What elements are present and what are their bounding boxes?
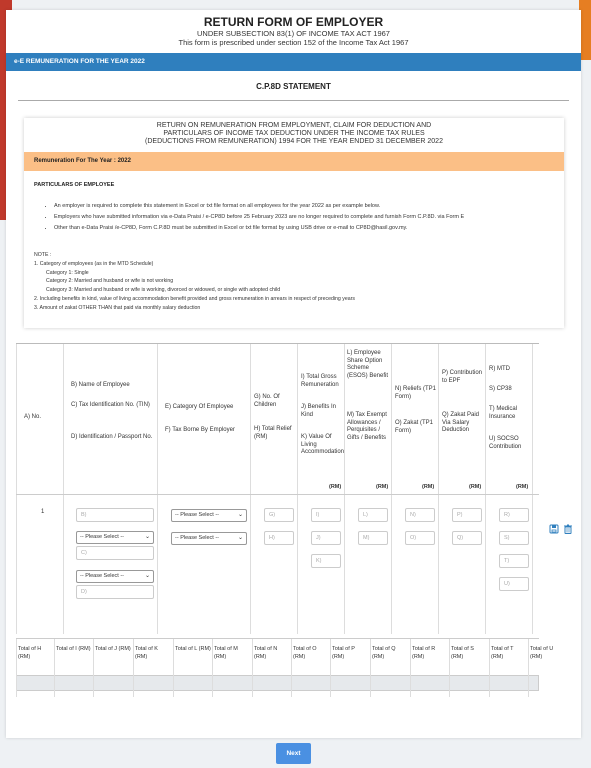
- col-header-u: U) SOCSO Contribution: [489, 436, 522, 450]
- next-button[interactable]: Next: [276, 743, 311, 764]
- totals-col-divider: [291, 639, 292, 697]
- living-accommodation-input[interactable]: K): [311, 554, 341, 568]
- totals-header: Total of I (RM): [56, 646, 91, 652]
- col-header-l: L) Employee Share Option Scheme (ESOS) Benefit: [347, 350, 389, 379]
- totals-header: Total of U (RM): [530, 646, 554, 660]
- trash-icon-svg: [563, 524, 573, 534]
- totals-col-divider: [93, 639, 94, 697]
- notes-block: [34, 251, 355, 313]
- cp38-input[interactable]: S): [499, 531, 529, 545]
- statement-title: C.P.8D STATEMENT: [256, 82, 331, 91]
- totals-header: Total of P (RM): [332, 646, 355, 660]
- table-col-divider: [250, 344, 251, 634]
- form-header: [6, 10, 581, 53]
- table-col-divider: [391, 344, 392, 634]
- benefits-in-kind-input[interactable]: J): [311, 531, 341, 545]
- epf-input[interactable]: P): [452, 508, 482, 522]
- col-header-n: N) Reliefs (TP1 Form): [395, 386, 437, 400]
- note-line: Category 1: Single: [46, 269, 89, 276]
- select-value: -- Please Select --: [80, 573, 125, 579]
- instruction-item: • Other than e-Data Praisi /e-CP8D, Form C.P.8D must be submitted in Excel or txt file format by using USB drive or e-mail to CP8D@hasil.gov.my.: [54, 223, 554, 233]
- col-header-k: K) Value Of Living Accommodation: [301, 434, 345, 455]
- totals-header: Total of Q (RM): [372, 646, 396, 660]
- save-icon[interactable]: [548, 524, 560, 536]
- totals-header: Total of H (RM): [18, 646, 42, 660]
- col-header-h: H) Total Relief (RM): [254, 426, 292, 440]
- table-col-divider: [16, 344, 17, 634]
- totals-values-row: [16, 675, 539, 691]
- col-header-r: R) MTD: [489, 366, 510, 372]
- trash-icon[interactable]: [562, 524, 574, 536]
- totals-table: [16, 638, 554, 700]
- form-card: [6, 10, 581, 738]
- note-line: Category 3: Married and husband or wife is working, divorced or widowed, or single with adopted child: [46, 287, 281, 294]
- totals-col-divider: [330, 639, 331, 697]
- tin-type-select[interactable]: [76, 531, 154, 544]
- tax-exempt-input[interactable]: M): [358, 531, 388, 545]
- col-header-e: E) Category Of Employee: [165, 404, 234, 410]
- totals-col-divider: [133, 639, 134, 697]
- totals-col-divider: [212, 639, 213, 697]
- table-header-rule: [16, 494, 539, 495]
- id-type-select[interactable]: [76, 570, 154, 583]
- mtd-input[interactable]: R): [499, 508, 529, 522]
- totals-col-divider: [252, 639, 253, 697]
- totals-col-divider: [54, 639, 55, 697]
- save-icon-svg: [549, 524, 559, 534]
- col-header-c: C) Tax Identification No. (TIN): [71, 402, 150, 408]
- col-header-f: F) Tax Borne By Employer: [165, 427, 235, 433]
- totals-col-divider: [528, 639, 529, 697]
- totals-header: Total of M (RM): [214, 646, 238, 660]
- table-col-divider: [63, 344, 64, 634]
- col-header-a: A) No.: [24, 414, 42, 420]
- note-line: 1. Category of employees (as in the MTD Schedule): [34, 260, 154, 267]
- reliefs-tp1-input[interactable]: N): [405, 508, 435, 522]
- remuneration-year-bar: Remuneration For The Year : 2022: [24, 152, 564, 171]
- totals-col-divider: [410, 639, 411, 697]
- category-select[interactable]: [171, 509, 247, 522]
- col-header-b: B) Name of Employee: [71, 382, 130, 388]
- info-heading-line: PARTICULARS OF INCOME TAX DEDUCTION UNDER THE INCOME TAX RULES: [163, 130, 425, 137]
- select-value: -- Please Select --: [175, 535, 220, 541]
- totals-col-divider: [489, 639, 490, 697]
- rm-label: (RM): [329, 484, 342, 490]
- socso-input[interactable]: U): [499, 577, 529, 591]
- form-title: RETURN FORM OF EMPLOYER: [203, 15, 384, 29]
- id-passport-input[interactable]: D): [76, 585, 154, 599]
- note-line: 2. Including benefits in kind, value of living accommodation benefit provided and gross remuneration in arrears in respect of preceding years: [34, 295, 355, 302]
- employee-name-input[interactable]: B): [76, 508, 154, 522]
- totals-header: Total of J (RM): [95, 646, 131, 652]
- particulars-title: PARTICULARS OF EMPLOYEE: [34, 182, 115, 188]
- divider: [18, 100, 569, 101]
- col-header-g: G) No. Of Children: [254, 394, 280, 408]
- zakat-salary-input[interactable]: Q): [452, 531, 482, 545]
- totals-header: Total of K (RM): [135, 646, 158, 660]
- totals-header: Total of R (RM): [412, 646, 436, 660]
- rm-label: (RM): [469, 484, 482, 490]
- form-note: This form is prescribed under section 152 of the Income Tax Act 1967: [178, 38, 409, 47]
- info-heading-line: RETURN ON REMUNERATION FROM EMPLOYMENT, CLAIM FOR DEDUCTION AND: [156, 122, 432, 129]
- table-col-divider: [485, 344, 486, 634]
- row-number: 1: [41, 509, 45, 515]
- table-col-divider: [438, 344, 439, 634]
- col-header-j: J) Benefits In Kind: [301, 404, 337, 418]
- totals-header: Total of L (RM): [175, 646, 211, 652]
- info-heading: [24, 118, 564, 150]
- col-header-q: Q) Zakat Paid Via Salary Deduction: [442, 412, 480, 433]
- instruction-item: • An employer is required to complete this statement in Excel or txt file format on all employees for the year 2022 as per example below.: [54, 201, 554, 211]
- col-header-t: T) Medical Insurance: [489, 406, 518, 420]
- col-header-p: P) Contribution to EPF: [442, 370, 483, 384]
- totals-header: Total of O (RM): [293, 646, 317, 660]
- select-value: -- Please Select --: [175, 512, 220, 518]
- totals-header: Total of N (RM): [254, 646, 278, 660]
- medical-insurance-input[interactable]: T): [499, 554, 529, 568]
- totals-header: Total of S (RM): [451, 646, 474, 660]
- rm-label: (RM): [516, 484, 529, 490]
- chevron-down-icon: ⌄: [237, 535, 243, 541]
- instruction-item: • Employers who have submitted information via e-Data Praisi / e-CP8D before 25 February 2023 are no longer required to complete and furnish Form C.P.8D. via Form E: [54, 212, 554, 222]
- chevron-down-icon: ⌄: [144, 573, 150, 579]
- tin-input[interactable]: C): [76, 546, 154, 560]
- totals-header: Total of T (RM): [491, 646, 514, 660]
- relief-input[interactable]: H): [264, 531, 294, 545]
- note-line: Category 2: Married and husband or wife is not working: [46, 278, 174, 285]
- children-input[interactable]: G): [264, 508, 294, 522]
- rm-label: (RM): [422, 484, 435, 490]
- chevron-down-icon: ⌄: [237, 512, 243, 518]
- form-subtitle: UNDER SUBSECTION 83(1) OF INCOME TAX ACT 1967: [197, 29, 390, 38]
- col-header-s: S) CP38: [489, 386, 512, 392]
- totals-col-divider: [449, 639, 450, 697]
- totals-col-divider: [173, 639, 174, 697]
- info-heading-line: (DEDUCTIONS FROM REMUNERATION) 1994 FOR THE YEAR ENDED 31 DECEMBER 2022: [145, 138, 443, 145]
- chevron-down-icon: ⌄: [144, 534, 150, 540]
- tax-borne-select[interactable]: [171, 532, 247, 545]
- rm-label: (RM): [376, 484, 389, 490]
- select-value: -- Please Select --: [80, 534, 125, 540]
- totals-col-divider: [370, 639, 371, 697]
- note-line: 3. Amount of zakat OTHER THAN that paid via monthly salary deduction: [34, 304, 201, 311]
- instruction-list: [54, 201, 554, 234]
- totals-col-divider: [16, 639, 17, 697]
- col-header-i: I) Total Gross Remuneration: [301, 374, 339, 388]
- section-bar: e-E REMUNERATION FOR THE YEAR 2022: [6, 53, 581, 71]
- gross-remuneration-input[interactable]: I): [311, 508, 341, 522]
- esos-input[interactable]: L): [358, 508, 388, 522]
- col-header-d: D) Identification / Passport No.: [71, 434, 153, 440]
- col-header-o: O) Zakat (TP1 Form): [395, 420, 434, 434]
- zakat-tp1-input[interactable]: O): [405, 531, 435, 545]
- table-col-divider: [157, 344, 158, 634]
- employee-table: [16, 343, 539, 633]
- col-header-m: M) Tax Exempt Allowances / Perquisites / Gifts / Benefits: [347, 412, 387, 441]
- note-line: NOTE :: [34, 252, 52, 258]
- table-col-divider: [297, 344, 298, 634]
- info-panel: [24, 118, 564, 328]
